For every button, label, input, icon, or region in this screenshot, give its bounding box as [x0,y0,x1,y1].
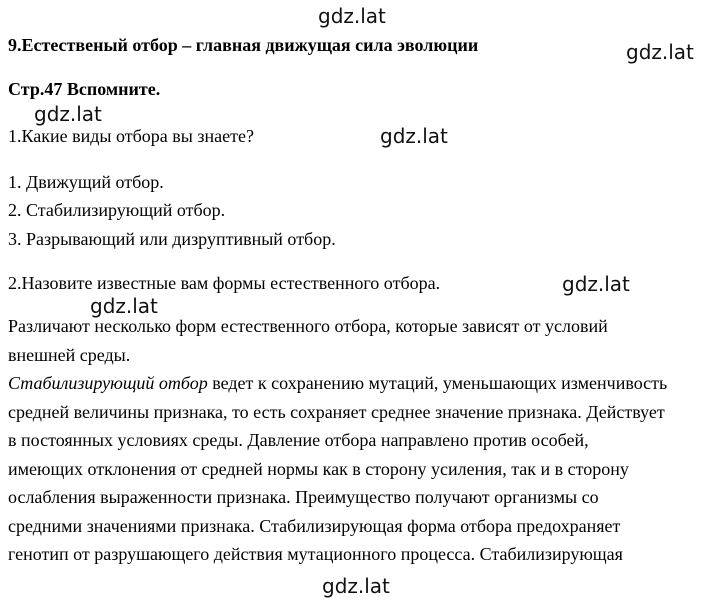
stab-line-1-text: ведет к сохранению мутаций, уменьшающих изменчивость [207,373,668,393]
stab-line-7: генотип от разрушающего действия мутационного процесса. Стабилизирующая [8,544,623,564]
question-2: 2.Назовите известные вам формы естественного отбора. [8,273,441,293]
watermark-title-right: gdz.lat [626,40,694,64]
question-1: 1.Какие виды отбора вы знаете? [8,126,254,146]
watermark-top: gdz.lat [318,4,386,28]
stabilizing-selection-paragraph [8,369,712,569]
page-reference: Стр.47 Вспомните. [8,79,161,99]
stabilizing-selection-term: Стабилизирующий отбор [8,373,208,393]
stab-line-2: средней величины признака, то есть сохраняет среднее значение признака. Действует [8,401,665,422]
intro-line-1: Различают несколько форм естественного отбора, которые зависят от условий [8,316,608,336]
stab-line-4: имеющих отклонения от средней нормы как в сторону усиления, так и в сторону [8,458,629,479]
watermark-left-2: gdz.lat [90,294,158,318]
answer-item-1: 1. Движущий отбор. [8,172,164,192]
watermark-left-1: gdz.lat [34,102,102,126]
stab-line-5: ослабления выраженности признака. Преимущество получают организмы со [8,487,599,507]
stab-line-1 [8,369,712,398]
answer-item-3: 3. Разрывающий или дизруптивный отбор. [8,229,336,249]
answer-item-2: 2. Стабилизирующий отбор. [8,200,226,220]
intro-paragraph [8,312,712,369]
stab-line-6: средними значениями признака. Стабилизирующая форма отбора предохраняет [8,515,621,536]
watermark-mid-right: gdz.lat [562,272,630,296]
stab-line-3: в постоянных условиях среды. Давление отбора направлено против особей, [8,430,589,450]
intro-line-2: внешней среды. [8,344,131,365]
watermark-bottom: gdz.lat [322,574,390,598]
section-title: 9.Естественый отбор – главная движущая сила эволюции [8,35,479,55]
watermark-mid-1: gdz.lat [380,124,448,148]
